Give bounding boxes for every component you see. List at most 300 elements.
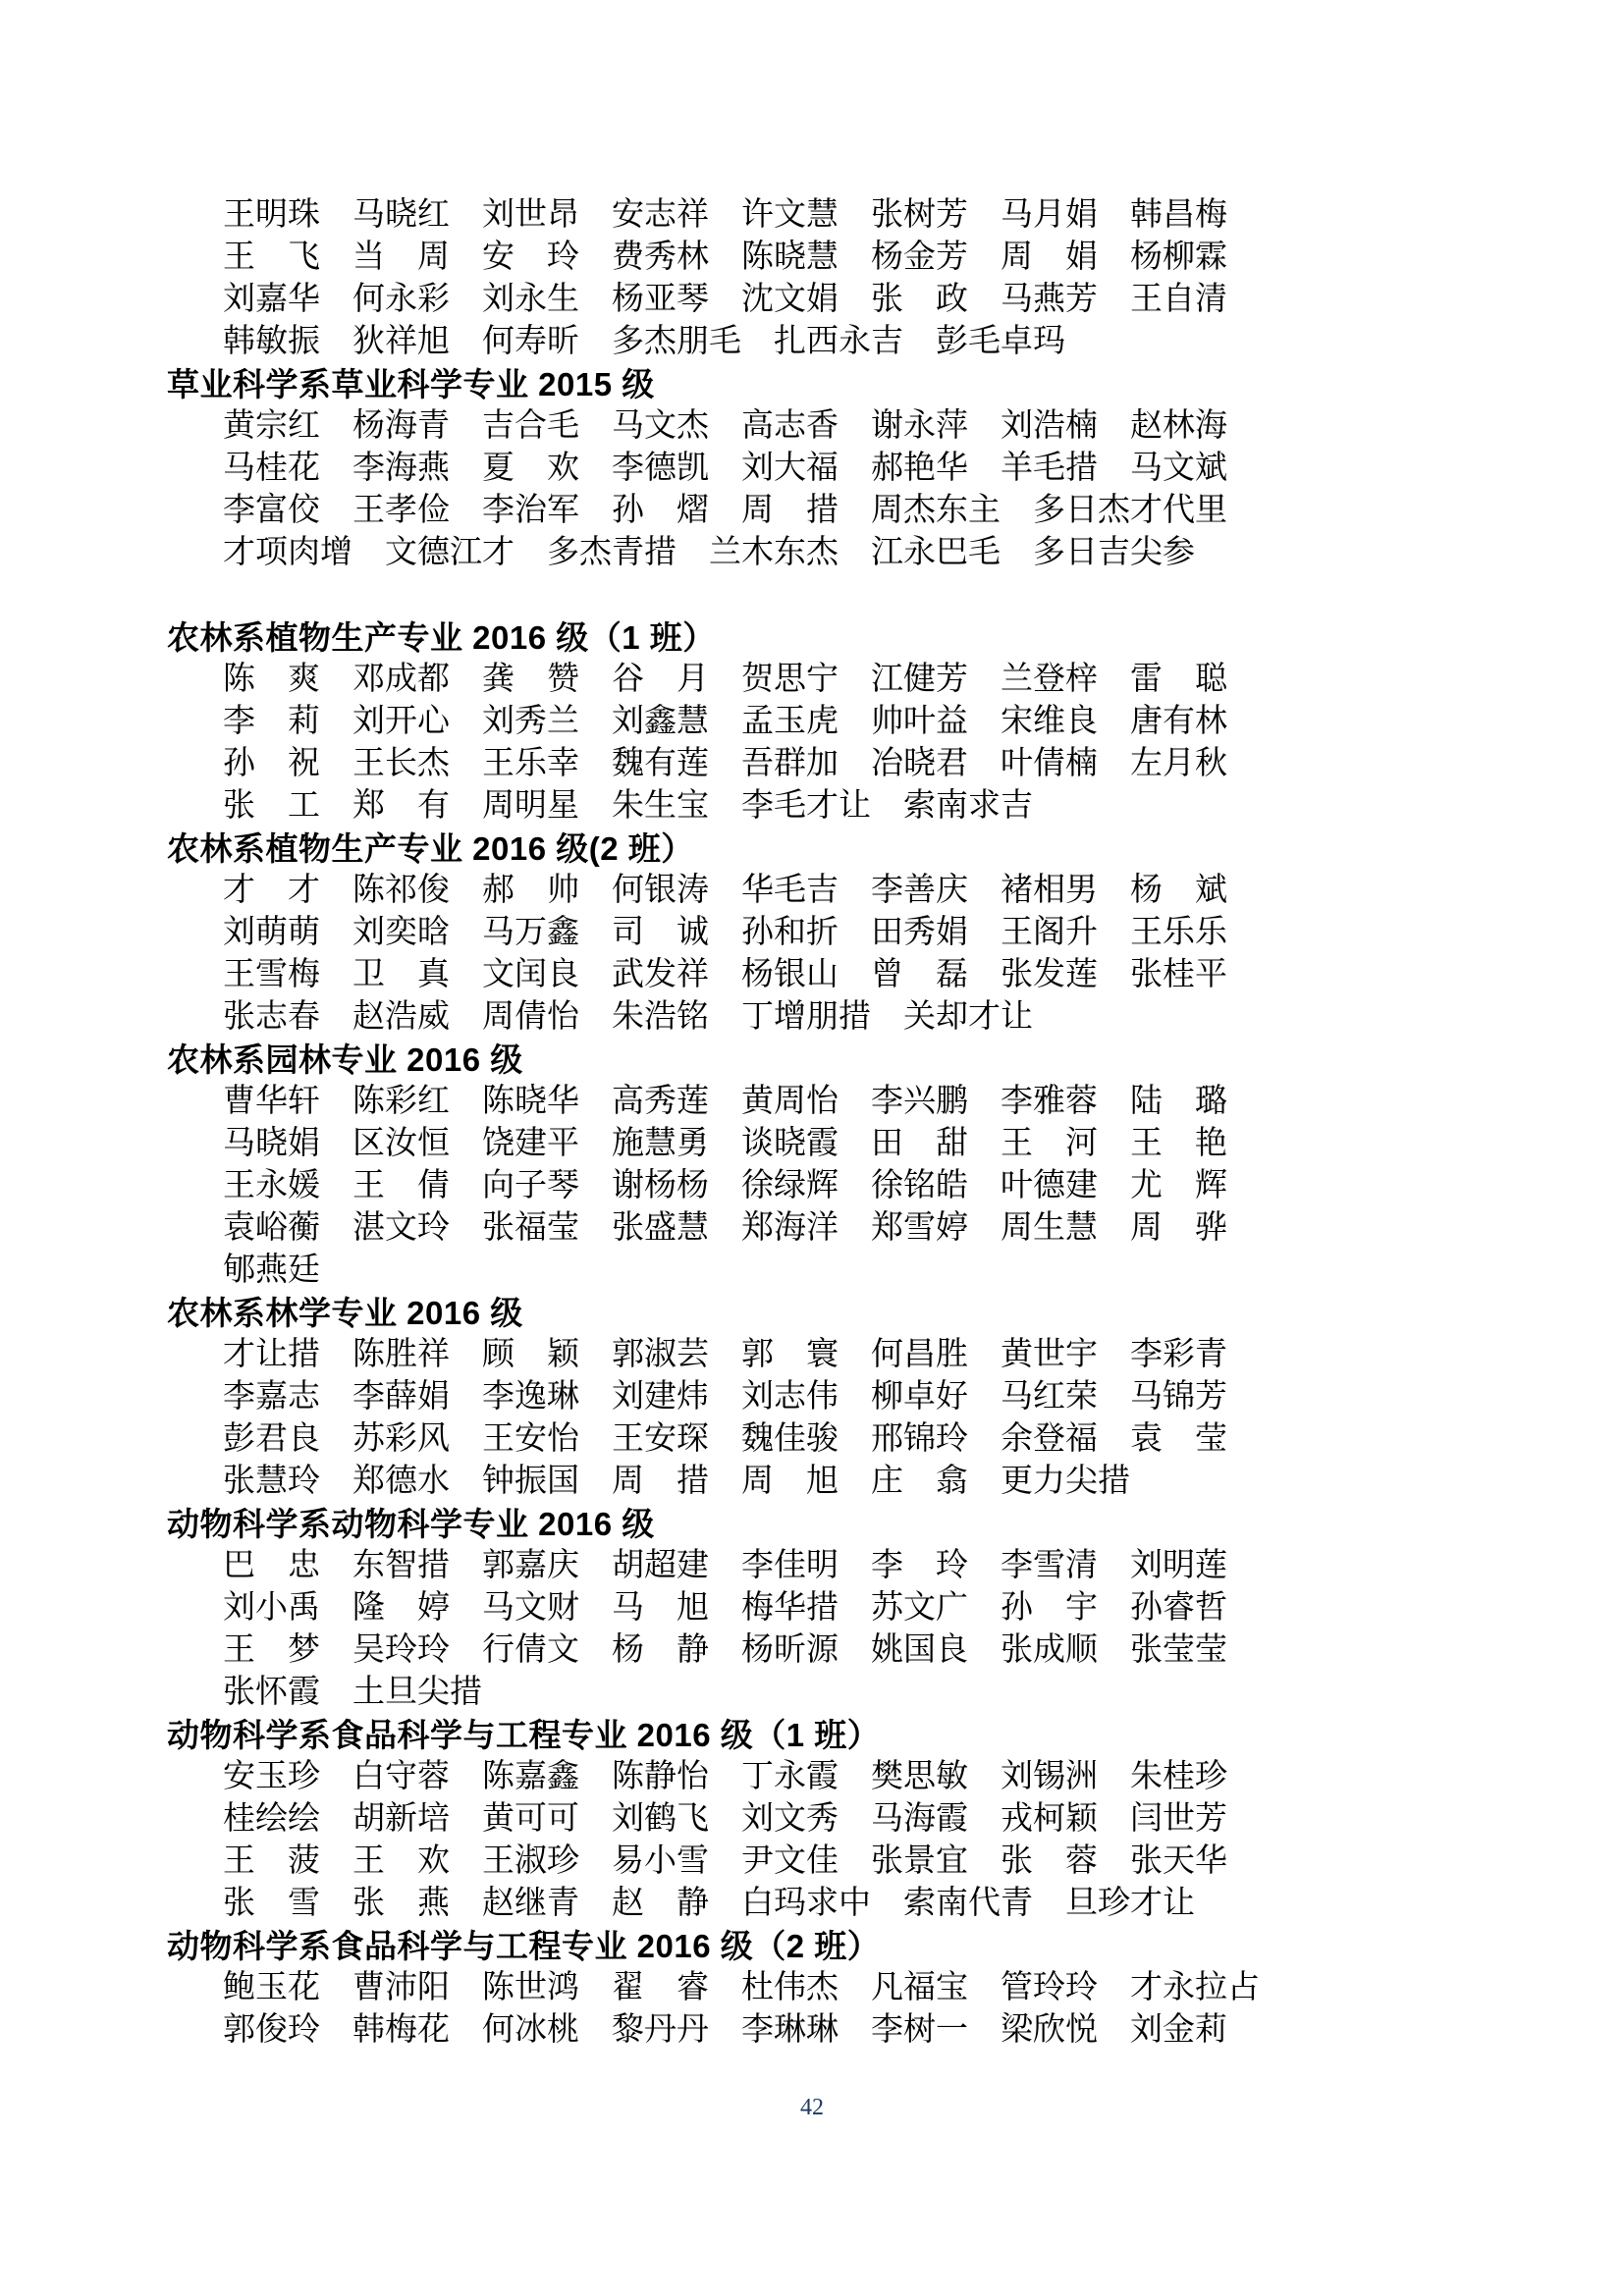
student-name: 胡新培 [352,1801,450,1837]
student-name: 孙睿哲 [1130,1590,1227,1626]
student-name: 王 艳 [1130,1126,1227,1161]
student-name: 周 措 [612,1464,709,1499]
student-name: 周 娟 [1001,240,1098,275]
student-name: 韩敏振 [223,324,320,359]
name-row [167,237,1463,279]
student-name: 施慧勇 [612,1126,709,1161]
student-name: 张盛慧 [612,1210,709,1246]
student-name: 刘志伟 [741,1379,839,1415]
student-name: 何昌胜 [871,1337,968,1372]
class-section [167,1503,1463,1714]
name-row [167,405,1463,448]
student-name: 卫 真 [352,957,450,992]
student-name: 张 燕 [352,1886,450,1921]
student-name: 樊思敏 [871,1759,968,1794]
student-name: 龚 赞 [482,662,579,697]
student-name: 郑德水 [352,1464,450,1499]
student-name: 文德江才 [385,535,514,570]
student-name: 马红荣 [1001,1379,1098,1415]
student-name: 刘金莉 [1130,2012,1227,2048]
student-name: 向子琴 [482,1168,579,1203]
student-name: 张莹莹 [1130,1632,1227,1668]
student-name: 武发祥 [612,957,709,992]
name-row [167,490,1463,532]
student-name: 索南求吉 [903,788,1033,824]
student-name: 胡超建 [612,1548,709,1583]
name-row [167,1418,1463,1461]
name-row [167,785,1463,828]
class-section [167,194,1463,363]
student-name: 陈晓慧 [741,240,839,275]
student-name: 闫世芳 [1130,1801,1227,1837]
student-name: 多杰朋毛 [612,324,741,359]
student-name: 魏有莲 [612,746,709,781]
student-name: 苏文广 [871,1590,968,1626]
student-name: 江健芳 [871,662,968,697]
student-name: 张 雪 [223,1886,320,1921]
student-name: 安志祥 [612,197,709,233]
name-row [167,954,1463,996]
student-name: 袁 莹 [1130,1421,1227,1457]
student-name: 黄周怡 [741,1084,839,1119]
student-name: 李 玲 [871,1548,968,1583]
student-name: 黄宗红 [223,408,320,444]
student-name: 田秀娟 [871,915,968,950]
student-name: 马桂花 [223,451,320,486]
student-name: 张 政 [871,282,968,317]
student-name: 李富佼 [223,493,320,528]
student-name: 土旦尖措 [352,1675,482,1710]
student-name: 饶建平 [482,1126,579,1161]
student-name: 李薛娟 [352,1379,450,1415]
student-name: 陈 爽 [223,662,320,697]
class-section [167,616,1463,828]
student-name: 安 玲 [482,240,579,275]
student-name: 吾群加 [741,746,839,781]
student-name: 马月娟 [1001,197,1098,233]
name-row [167,1165,1463,1207]
student-name: 马万鑫 [482,915,579,950]
name-row [167,1967,1463,2009]
student-name: 狄祥旭 [352,324,450,359]
name-row [167,1207,1463,1250]
student-name: 王 菠 [223,1843,320,1879]
student-name: 杨柳霖 [1130,240,1227,275]
student-name: 周 旭 [741,1464,839,1499]
student-name: 王安怡 [482,1421,579,1457]
student-name: 马海霞 [871,1801,968,1837]
name-row [167,743,1463,785]
student-name: 郭淑芸 [612,1337,709,1372]
student-name: 陈静怡 [612,1759,709,1794]
student-name: 顾 颖 [482,1337,579,1372]
student-name: 许文慧 [741,197,839,233]
student-name: 王 欢 [352,1843,450,1879]
student-name: 刘建炜 [612,1379,709,1415]
student-name: 王阁升 [1001,915,1098,950]
student-name: 高志香 [741,408,839,444]
name-row [167,1461,1463,1503]
student-name: 张 蓉 [1001,1843,1098,1879]
student-name: 安玉珍 [223,1759,320,1794]
student-name: 叶倩楠 [1001,746,1098,781]
student-name: 马燕芳 [1001,282,1098,317]
student-name: 王雪梅 [223,957,320,992]
student-name: 孙 熠 [612,493,709,528]
student-name: 刘萌萌 [223,915,320,950]
student-name: 戎柯颖 [1001,1801,1098,1837]
student-name: 柳卓好 [871,1379,968,1415]
student-name: 文闰良 [482,957,579,992]
student-name: 张成顺 [1001,1632,1098,1668]
student-name: 田 甜 [871,1126,968,1161]
student-name: 李海燕 [352,451,450,486]
student-name: 徐绿辉 [741,1168,839,1203]
student-name: 关却才让 [903,999,1033,1035]
student-name: 李佳明 [741,1548,839,1583]
student-name: 郝 帅 [482,873,579,908]
student-name: 李善庆 [871,873,968,908]
name-row [167,1841,1463,1883]
student-name: 丁永霞 [741,1759,839,1794]
student-name: 当 周 [352,240,450,275]
section-heading: 农林系园林专业 2016 级 [167,1041,523,1078]
student-name: 李雪清 [1001,1548,1098,1583]
student-name: 叶德建 [1001,1168,1098,1203]
student-name: 马 旭 [612,1590,709,1626]
student-name: 郑雪婷 [871,1210,968,1246]
student-name: 李毛才让 [741,788,871,824]
section-heading: 农林系植物生产专业 2016 级（1 班） [167,619,716,656]
student-name: 李琳琳 [741,2012,839,2048]
student-name: 张志春 [223,999,320,1035]
student-name: 白玛求中 [741,1886,871,1921]
student-name: 才项肉增 [223,535,352,570]
student-name: 杨 斌 [1130,873,1227,908]
student-name: 吉合毛 [482,408,579,444]
student-name: 李嘉志 [223,1379,320,1415]
student-name: 杨昕源 [741,1632,839,1668]
student-name: 王 倩 [352,1168,450,1203]
student-name: 行倩文 [482,1632,579,1668]
student-name: 韩昌梅 [1130,197,1227,233]
student-name: 李德凯 [612,451,709,486]
student-name: 刘鑫慧 [612,704,709,739]
name-row [167,1756,1463,1798]
student-name: 郝艳华 [871,451,968,486]
student-name: 王 飞 [223,240,320,275]
student-name: 彭君良 [223,1421,320,1457]
student-name: 李彩青 [1130,1337,1227,1372]
student-name: 王长杰 [352,746,450,781]
student-name: 张慧玲 [223,1464,320,1499]
student-name: 翟 睿 [612,1970,709,2005]
name-row [167,448,1463,490]
student-name: 刘秀兰 [482,704,579,739]
student-name: 王 梦 [223,1632,320,1668]
student-name: 刘嘉华 [223,282,320,317]
student-name: 周明星 [482,788,579,824]
student-name: 陈胜祥 [352,1337,450,1372]
class-section [167,363,1463,574]
student-name: 东智措 [352,1548,450,1583]
student-name: 王永媛 [223,1168,320,1203]
name-row [167,321,1463,363]
student-name: 马晓娟 [223,1126,320,1161]
student-name: 才永拉占 [1130,1970,1260,2005]
section-heading: 动物科学系动物科学专业 2016 级 [167,1506,655,1542]
student-name: 韩梅花 [352,2012,450,2048]
student-name: 尹文佳 [741,1843,839,1879]
student-name: 刘明莲 [1130,1548,1227,1583]
student-name: 何银涛 [612,873,709,908]
student-name: 多日杰才代里 [1033,493,1227,528]
student-name: 黎丹丹 [612,2012,709,2048]
section-heading: 动物科学系食品科学与工程专业 2016 级（1 班） [167,1717,881,1753]
student-name: 杨 静 [612,1632,709,1668]
student-name: 赵 静 [612,1886,709,1921]
name-row [167,701,1463,743]
class-section [167,828,1463,1039]
student-name: 杨金芳 [871,240,968,275]
name-row [167,912,1463,954]
student-name: 谢杨杨 [612,1168,709,1203]
student-name: 袁峪蘅 [223,1210,320,1246]
section-heading: 动物科学系食品科学与工程专业 2016 级（2 班） [167,1928,881,1964]
student-name: 索南代青 [903,1886,1033,1921]
student-name: 才让措 [223,1337,320,1372]
student-name: 王自清 [1130,282,1227,317]
student-name: 桂绘绘 [223,1801,320,1837]
student-name: 彭毛卓玛 [936,324,1065,359]
name-row [167,1545,1463,1587]
student-name: 王 河 [1001,1126,1098,1161]
name-row [167,194,1463,237]
student-name: 郭嘉庆 [482,1548,579,1583]
student-name: 周倩怡 [482,999,579,1035]
student-name: 湛文玲 [352,1210,450,1246]
student-name: 司 诚 [612,915,709,950]
student-name: 张树芳 [871,197,968,233]
student-name: 才 才 [223,873,320,908]
student-name: 刘小禹 [223,1590,320,1626]
student-name: 杨亚琴 [612,282,709,317]
student-name: 刘文秀 [741,1801,839,1837]
student-name: 孟玉虎 [741,704,839,739]
name-row [167,1883,1463,1925]
student-name: 扎西永吉 [774,324,903,359]
name-row [167,1587,1463,1629]
name-row [167,1376,1463,1418]
student-name: 马锦芳 [1130,1379,1227,1415]
student-name: 郑海洋 [741,1210,839,1246]
student-name: 周生慧 [1001,1210,1098,1246]
class-section [167,1925,1463,2052]
page-number: 42 [800,2095,824,2120]
student-name: 刘开心 [352,704,450,739]
name-row [167,1798,1463,1841]
student-name: 鲍玉花 [223,1970,320,2005]
student-name: 刘世昂 [482,197,579,233]
student-name: 巴 忠 [223,1548,320,1583]
student-name: 孙和折 [741,915,839,950]
student-name: 陈晓华 [482,1084,579,1119]
student-name: 兰木东杰 [709,535,839,570]
student-name: 马文杰 [612,408,709,444]
name-row [167,279,1463,321]
student-name: 王淑珍 [482,1843,579,1879]
student-name: 沈文娟 [741,282,839,317]
student-name: 马文斌 [1130,451,1227,486]
student-name: 王安琛 [612,1421,709,1457]
name-row [167,2009,1463,2052]
student-name: 贺思宁 [741,662,839,697]
student-name: 谈晓霞 [741,1126,839,1161]
student-name: 何永彩 [352,282,450,317]
name-row [167,1672,1463,1714]
student-name: 隆 婷 [352,1590,450,1626]
name-row [167,1250,1463,1292]
student-name: 兰登梓 [1001,662,1098,697]
student-name: 羊毛措 [1001,451,1098,486]
student-name: 庄 翕 [871,1464,968,1499]
student-name: 张桂平 [1130,957,1227,992]
class-section [167,1039,1463,1292]
student-name: 陈嘉鑫 [482,1759,579,1794]
student-name: 谢永萍 [871,408,968,444]
student-name: 郑 有 [352,788,450,824]
student-name: 黄可可 [482,1801,579,1837]
student-name: 周 骅 [1130,1210,1227,1246]
student-name: 多杰青措 [547,535,677,570]
student-name: 易小雪 [612,1843,709,1879]
student-name: 张 工 [223,788,320,824]
student-name: 赵林海 [1130,408,1227,444]
student-name: 褚相男 [1001,873,1098,908]
student-name: 朱桂珍 [1130,1759,1227,1794]
student-name: 陆 璐 [1130,1084,1227,1119]
student-name: 夏 欢 [482,451,579,486]
student-name: 何冰桃 [482,2012,579,2048]
student-name: 朱生宝 [612,788,709,824]
student-name: 邓成都 [352,662,450,697]
student-name: 李 莉 [223,704,320,739]
name-row [167,870,1463,912]
student-name: 刘永生 [482,282,579,317]
student-name: 徐铭皓 [871,1168,968,1203]
name-row [167,1123,1463,1165]
student-name: 区汝恒 [352,1126,450,1161]
student-name: 陈世鸿 [482,1970,579,2005]
student-name: 王乐幸 [482,746,579,781]
student-name: 马文财 [482,1590,579,1626]
student-name: 刘鹤飞 [612,1801,709,1837]
student-name: 旦珍才让 [1065,1886,1195,1921]
student-name: 雷 聪 [1130,662,1227,697]
student-name: 郇燕廷 [223,1253,320,1288]
student-name: 费秀林 [612,240,709,275]
student-name: 谷 月 [612,662,709,697]
student-name: 周 措 [741,493,839,528]
student-name: 更力尖措 [1001,1464,1130,1499]
student-name: 姚国良 [871,1632,968,1668]
student-name: 冶晓君 [871,746,968,781]
student-name: 曹华轩 [223,1084,320,1119]
student-name: 梅华措 [741,1590,839,1626]
student-name: 马晓红 [352,197,450,233]
student-name: 陈祁俊 [352,873,450,908]
student-name: 王孝俭 [352,493,450,528]
class-section [167,1714,1463,1925]
student-name: 刘大福 [741,451,839,486]
student-name: 张天华 [1130,1843,1227,1879]
student-name: 刘锡洲 [1001,1759,1098,1794]
student-name: 唐有林 [1130,704,1227,739]
student-name: 李树一 [871,2012,968,2048]
student-name: 吴玲玲 [352,1632,450,1668]
student-name: 李逸琳 [482,1379,579,1415]
student-name: 杨银山 [741,957,839,992]
student-name: 李治军 [482,493,579,528]
student-name: 邢锦玲 [871,1421,968,1457]
name-row [167,1081,1463,1123]
student-name: 李兴鹏 [871,1084,968,1119]
student-name: 赵继青 [482,1886,579,1921]
student-name: 赵浩威 [352,999,450,1035]
student-name: 张发莲 [1001,957,1098,992]
document-content [167,194,1463,2052]
student-name: 管玲玲 [1001,1970,1098,2005]
student-name: 陈彩红 [352,1084,450,1119]
student-name: 张福莹 [482,1210,579,1246]
student-name: 张景宜 [871,1843,968,1879]
student-name: 余登福 [1001,1421,1098,1457]
student-name: 曾 磊 [871,957,968,992]
student-name: 尤 辉 [1130,1168,1227,1203]
class-section [167,1292,1463,1503]
student-name: 白守蓉 [352,1759,450,1794]
student-name: 李雅蓉 [1001,1084,1098,1119]
student-name: 黄世宇 [1001,1337,1098,1372]
student-name: 丁增朋措 [741,999,871,1035]
student-name: 多日吉尖参 [1033,535,1195,570]
section-heading: 农林系林学专业 2016 级 [167,1295,523,1331]
student-name: 梁欣悦 [1001,2012,1098,2048]
student-name: 宋维良 [1001,704,1098,739]
section-heading: 草业科学系草业科学专业 2015 级 [167,366,655,402]
student-name: 孙 宇 [1001,1590,1098,1626]
name-row [167,996,1463,1039]
student-name: 曹沛阳 [352,1970,450,2005]
student-name: 苏彩风 [352,1421,450,1457]
student-name: 郭俊玲 [223,2012,320,2048]
student-name: 张怀霞 [223,1675,320,1710]
student-name: 何寿昕 [482,324,579,359]
student-name: 朱浩铭 [612,999,709,1035]
student-name: 杨海青 [352,408,450,444]
name-row [167,1629,1463,1672]
student-name: 高秀莲 [612,1084,709,1119]
name-row [167,659,1463,701]
student-name: 孙 祝 [223,746,320,781]
student-name: 左月秋 [1130,746,1227,781]
student-name: 王乐乐 [1130,915,1227,950]
student-name: 郭 寰 [741,1337,839,1372]
student-name: 王明珠 [223,197,320,233]
student-name: 周杰东主 [871,493,1001,528]
student-name: 刘浩楠 [1001,408,1098,444]
name-row [167,1334,1463,1376]
